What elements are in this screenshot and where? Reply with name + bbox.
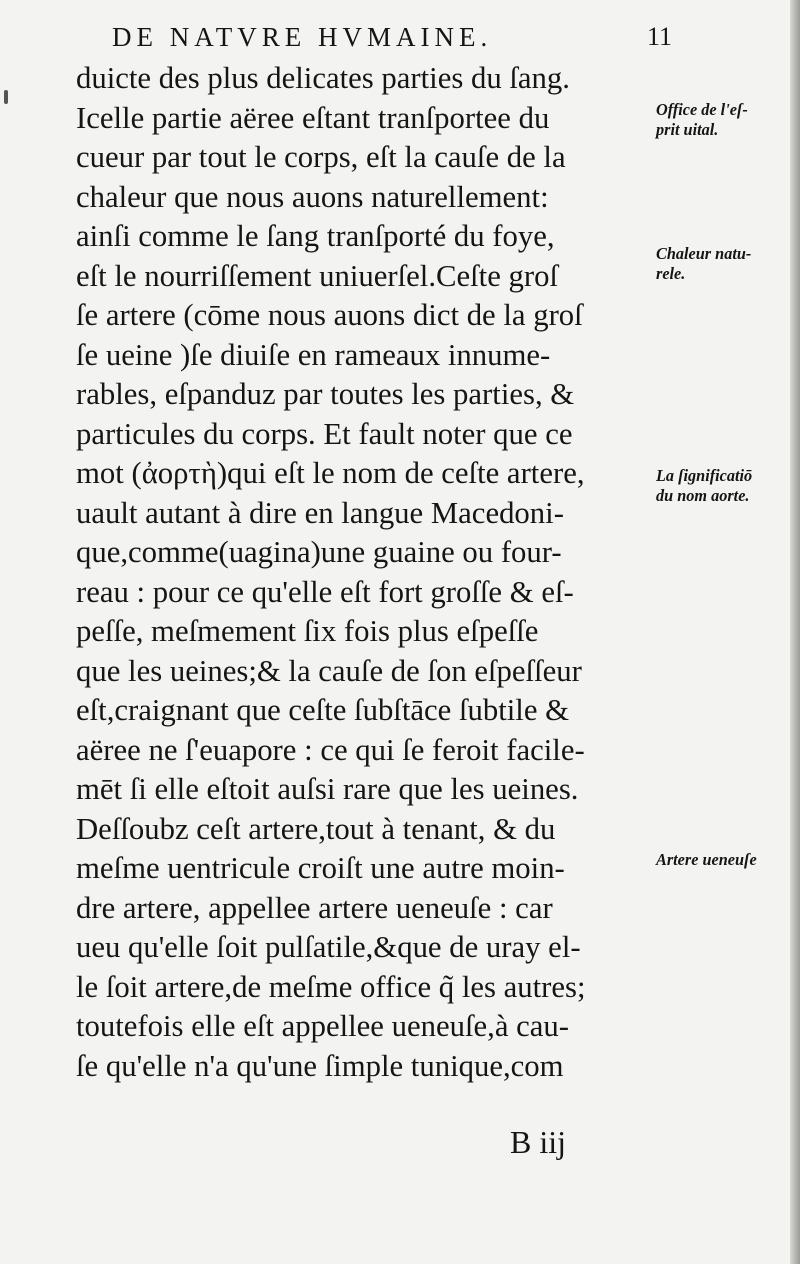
margin-note-line: Artere ueneuſe bbox=[656, 850, 757, 869]
text-line: Deſſoubz ceſt artere,tout à tenant, & du bbox=[76, 810, 556, 846]
text-line: que,comme(uagina)une guaine ou four- bbox=[76, 534, 562, 569]
margin-note-line: La ſignificatiō bbox=[656, 466, 753, 485]
margin-note-signification bbox=[656, 466, 792, 506]
text-line: Icelle partie aëree eſtant tranſportee du bbox=[76, 99, 550, 135]
signature-mark: B iij bbox=[510, 1124, 567, 1160]
margin-note-line: du nom aorte. bbox=[656, 486, 750, 505]
margin-note-line: Office de l'eſ- bbox=[656, 100, 748, 119]
margin-note-chaleur bbox=[656, 244, 792, 284]
text-line: rables, eſpanduz par toutes les parties, & bbox=[76, 376, 575, 411]
margin-note-line: Chaleur natu- bbox=[656, 244, 752, 263]
text-line: eſt le nourriſſement uniuerſel.Ceſte groſ bbox=[76, 257, 558, 293]
margin-note-line: rele. bbox=[656, 264, 686, 283]
margin-note-artere bbox=[656, 850, 792, 870]
text-line: dre artere, appellee artere ueneuſe : car bbox=[76, 889, 553, 925]
body-text bbox=[76, 58, 656, 1085]
text-line: reau : pour ce qu'elle eſt fort groſſe & eſ- bbox=[76, 573, 574, 609]
text-line: particules du corps. Et fault noter que ce bbox=[76, 415, 573, 451]
margin-note-office bbox=[656, 100, 792, 140]
page-number: 11 bbox=[646, 22, 672, 51]
text-line: aëree ne ſ'euapore : ce qui ſe feroit facile- bbox=[76, 731, 585, 767]
ink-speck bbox=[4, 90, 8, 104]
text-line: meſme uentricule croiſt une autre moin- bbox=[76, 850, 565, 885]
text-line: que les ueines;& la cauſe de ſon eſpeſſeur bbox=[76, 652, 582, 688]
text-line: uault autant à dire en langue Macedoni- bbox=[76, 494, 564, 530]
text-line: ueu qu'elle ſoit pulſatile,&que de uray el- bbox=[76, 929, 581, 964]
text-line: chaleur que nous auons naturellement: bbox=[76, 178, 549, 214]
text-line: cueur par tout le corps, eſt la cauſe de la bbox=[76, 139, 566, 174]
text-line: le ſoit artere,de meſme office q̃ les autres; bbox=[76, 968, 586, 1004]
text-line: ſe artere (cōme nous auons dict de la groſ bbox=[76, 297, 583, 332]
margin-note-line: prit uital. bbox=[656, 120, 719, 139]
text-line: peſſe, meſmement ſix fois plus eſpeſſe bbox=[76, 613, 539, 648]
text-line: ſe qu'elle n'a qu'une ſimple tunique,com bbox=[76, 1047, 564, 1083]
text-line: duicte des plus delicates parties du ſang. bbox=[76, 60, 570, 95]
text-line: mot (ἀορτὴ)qui eſt le nom de ceſte artere, bbox=[76, 455, 585, 490]
text-line: eſt,craignant que ceſte ſubſtāce ſubtile & bbox=[76, 692, 570, 727]
page-edge bbox=[790, 0, 800, 1264]
running-title: DE NATVRE HVMAINE. bbox=[112, 22, 493, 52]
text-line: mēt ſi elle eſtoit auſsi rare que les ueines. bbox=[76, 771, 579, 806]
page-header bbox=[112, 18, 672, 62]
text-line: ainſi comme le ſang tranſporté du foye, bbox=[76, 218, 555, 253]
text-line: toutefois elle eſt appellee ueneuſe,à cau- bbox=[76, 1008, 569, 1043]
text-line: ſe ueine )ſe diuiſe en rameaux innume- bbox=[76, 336, 551, 372]
